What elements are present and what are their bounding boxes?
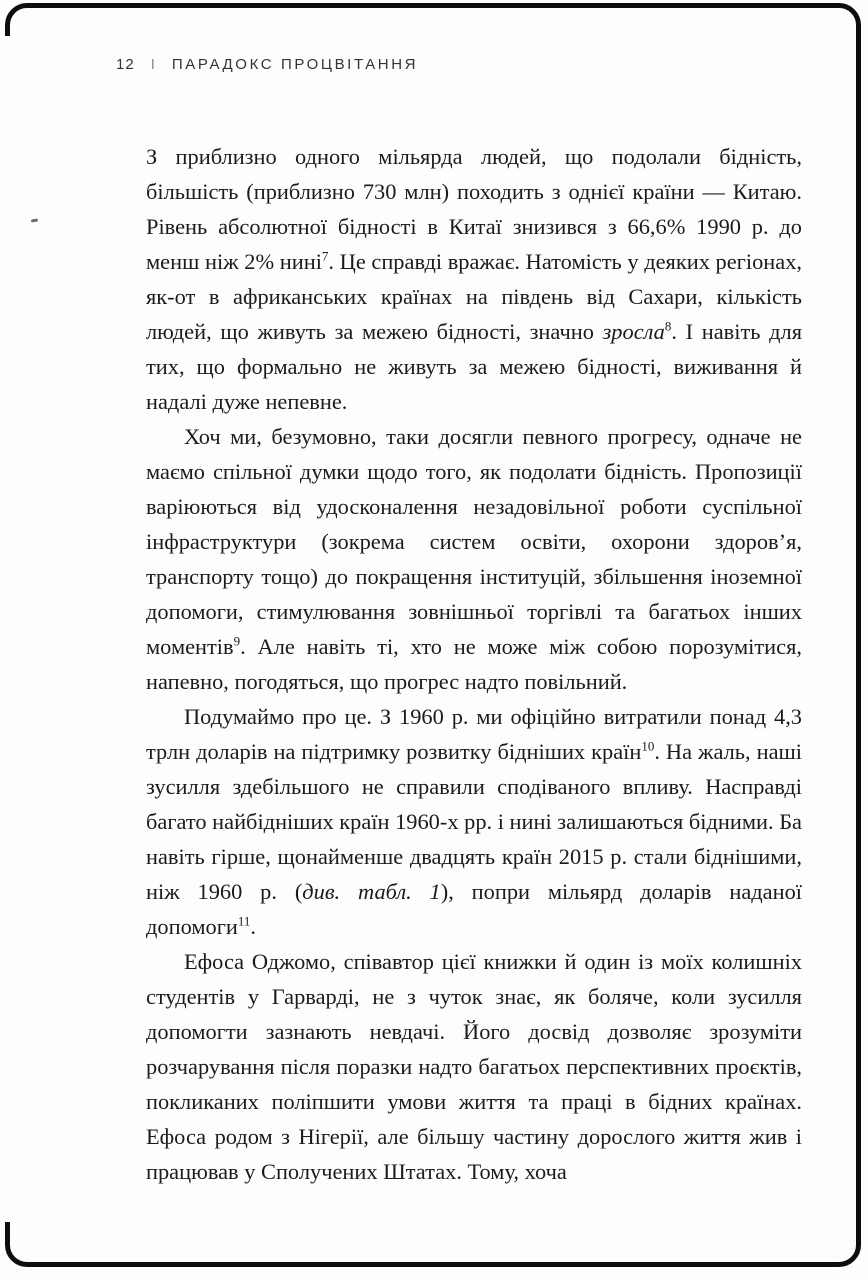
running-title: ПАРАДОКС ПРОЦВІТАННЯ	[171, 56, 419, 73]
footnote-marker: 8	[664, 318, 672, 334]
page-header	[116, 56, 418, 73]
text-block	[146, 139, 802, 1189]
text-run: Ефоса Оджомо, співавтор цієї книжки й один із моїх колишніх студентів у Гарварді, не з чуток знає, як боляче, коли зусилля допомогти зазнають невдачі. Його досвід дозволяє зрозуміти розчарування після поразки надто багатьох перспективних проєктів, покликаних поліпшити умови життя та праці в бідних країнах. Ефоса родом з Нігерії, але більшу частину дорослого життя жив і працював у Сполучених Штатах. Тому, хоча	[146, 949, 802, 1184]
frame-left-fade	[2, 36, 17, 1222]
text-run: .	[250, 914, 256, 939]
text-run: . Це справді вражає. Натомість у деяких регіонах, як-от в африканських країнах на південь від Сахари, кількість людей, що живуть за межею бідності, значно	[146, 249, 802, 344]
italic-text: зросла	[602, 319, 665, 344]
italic-text: див. табл. 1	[302, 879, 441, 904]
footnote-marker: 10	[641, 738, 655, 754]
body-paragraph	[146, 139, 802, 419]
footnote-marker: 7	[321, 248, 329, 264]
text-run: З приблизно одного мільярда людей, що подолали бідність, більшість (приблизно 730 млн) походить з однієї країни — Китаю. Рівень абсолютної бідності в Китаї знизився з 66,6% 1990 р. до менш ніж 2% нині	[146, 144, 802, 274]
text-run: Подумаймо про це. З 1960 р. ми офіційно витратили понад 4,3 трлн доларів на підтримку розвитку бідніших країн	[146, 704, 802, 764]
text-run: ), попри мільярд доларів наданої допомоги	[146, 879, 803, 939]
body-paragraph	[146, 419, 802, 699]
text-run: . На жаль, наші зусилля здебільшого не справили сподіваного впливу. Насправді багато найбідніших країн 1960-х рр. і нині залишаються бідними. Ба навіть гірше, щонайменше двадцять країн 2015 р. стали біднішими, ніж 1960 р. (	[146, 739, 802, 904]
margin-mark	[31, 218, 38, 222]
body-paragraph	[146, 699, 802, 944]
footnote-marker: 9	[233, 633, 241, 649]
footnote-marker: 11	[237, 913, 251, 929]
text-run: . Але навіть ті, хто не може між собою порозумітися, напевно, погодяться, що прогрес надто повільний.	[146, 634, 802, 694]
text-run: Хоч ми, безумовно, таки досягли певного прогресу, одначе не маємо спільної думки щодо того, як подолати бідність. Пропозиції варіюються від удосконалення незадовільної роботи суспільної інфраструктури (зокрема систем освіти, охорони здоров’я, транспорту тощо) до покращення інституцій, збільшення іноземної допомоги, стимулювання зовнішньої торгівлі та багатьох інших моментів	[146, 424, 802, 659]
page-number: 12	[116, 56, 135, 73]
body-paragraph	[146, 944, 802, 1189]
text-run: . І навіть для тих, що формально не живуть за межею бідності, виживання й надалі дуже непевне.	[146, 319, 802, 414]
header-separator: І	[150, 56, 156, 73]
